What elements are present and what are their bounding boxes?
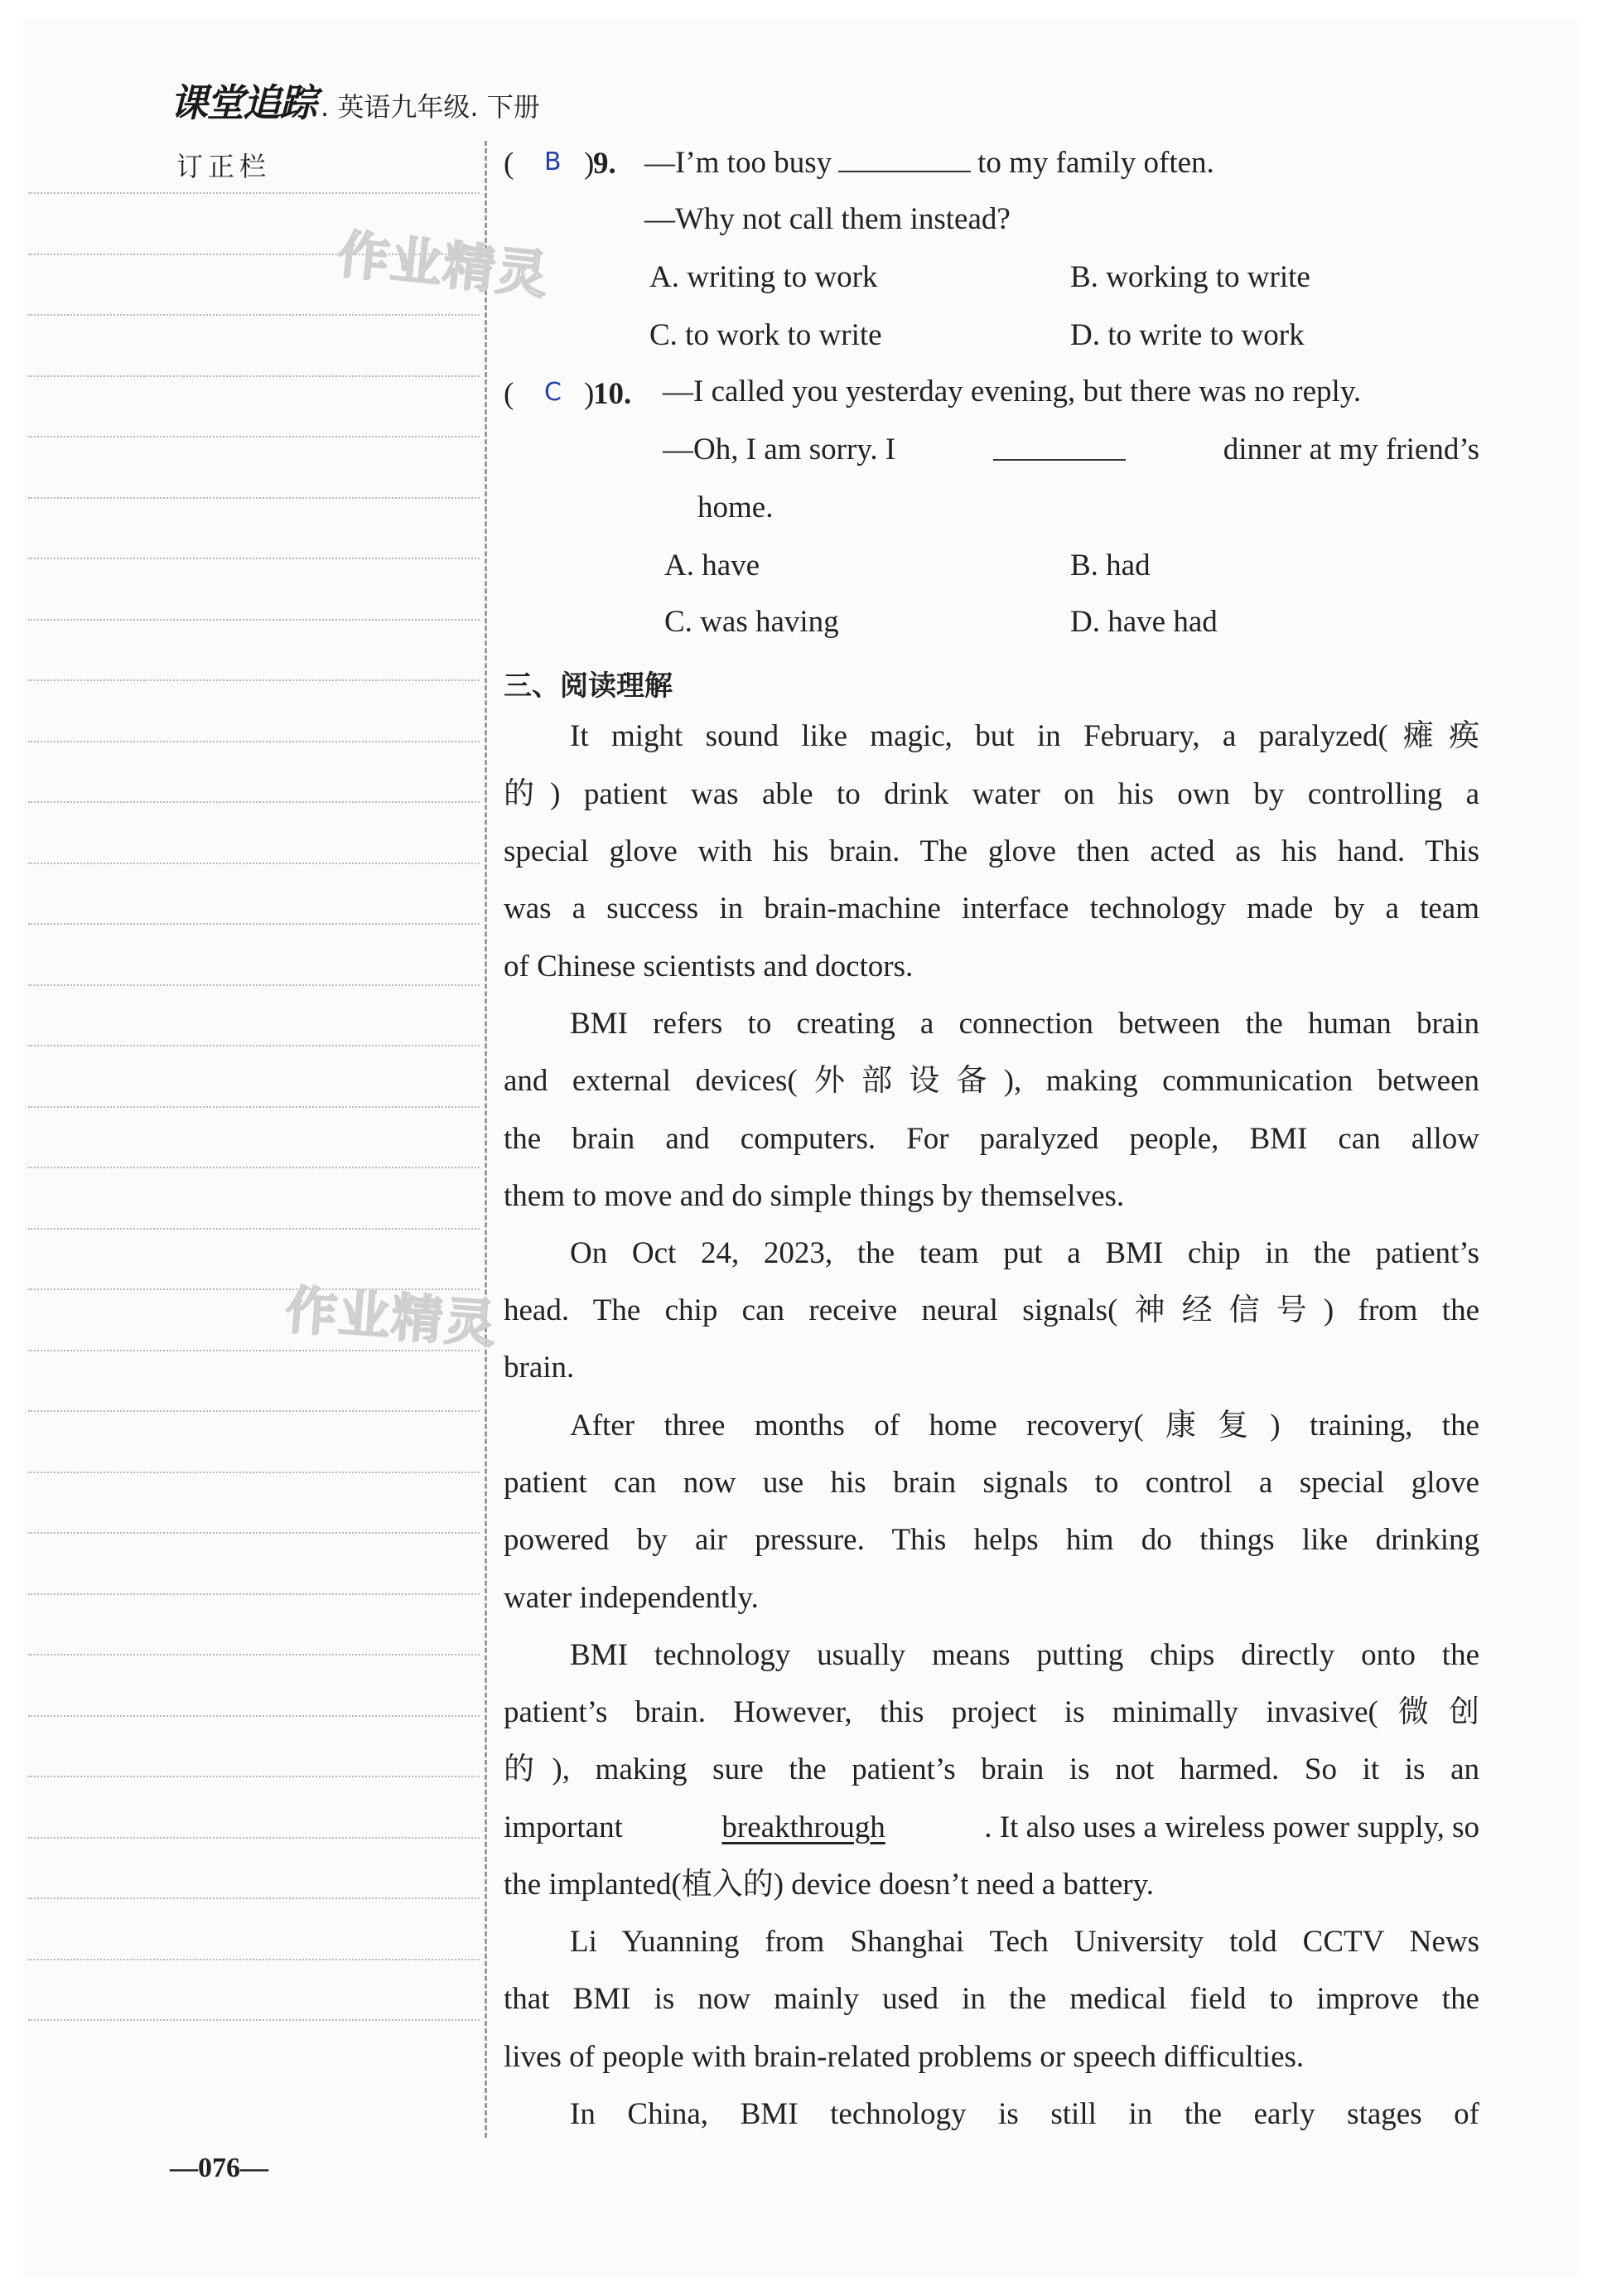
option-a: A. have xyxy=(664,549,760,582)
correction-line xyxy=(28,497,480,499)
passage-line: lives of people with brain-related problems or speech difficulties. xyxy=(504,2040,1305,2074)
passage-line: water independently. xyxy=(504,1581,759,1615)
book-header xyxy=(170,73,540,128)
correction-line xyxy=(28,801,480,803)
correction-line xyxy=(28,1472,480,1473)
underlined-word: breakthrough xyxy=(721,1810,885,1844)
question-line: —I called you yesterday evening, but there was no reply. xyxy=(663,375,1362,408)
correction-line xyxy=(28,619,480,621)
answer-bracket-close: ) xyxy=(584,377,595,411)
passage-line: that BMI is now mainly used in the medical field to improve the xyxy=(504,1982,1479,2016)
option-c: C. was having xyxy=(664,605,839,639)
correction-line xyxy=(28,1897,480,1899)
option-d: D. have had xyxy=(1070,605,1218,639)
book-logo: 课堂追踪 xyxy=(170,80,316,125)
correction-column-label: 订正栏 xyxy=(176,151,272,182)
question-line: —Why not call them instead? xyxy=(644,202,1011,236)
passage-line: powered by air pressure. This helps him do things like drinking xyxy=(504,1523,1479,1557)
passage-line: BMI refers to creating a connection between the human brain xyxy=(570,1007,1479,1041)
correction-line xyxy=(28,1593,480,1595)
correction-line xyxy=(28,863,480,864)
passage-line: After three months of home recovery(康复) training, the xyxy=(570,1409,1479,1443)
option-c: C. to work to write xyxy=(649,318,882,352)
section-title: 三、阅读理解 xyxy=(504,669,673,703)
passage-line: brain. xyxy=(504,1351,575,1385)
correction-line xyxy=(28,1959,480,1960)
passage-line: It might sound like magic, but in February, a paralyzed(瘫痪 xyxy=(570,719,1479,753)
passage-line: 的) patient was able to drink water on his own by controlling a xyxy=(504,777,1479,811)
question-line: —Oh, I am sorry. I dinner at my friend’s xyxy=(663,433,1479,466)
correction-line xyxy=(28,314,480,316)
passage-line: them to move and do simple things by themselves. xyxy=(504,1179,1125,1213)
correction-line xyxy=(28,1837,480,1839)
question-line: —I’m too busy to my family often. xyxy=(644,146,1214,180)
correction-line xyxy=(28,375,480,377)
passage-line: 的), making sure the patient’s brain is not harmed. So it is an xyxy=(504,1752,1479,1786)
passage-line: patient can now use his brain signals to control a special glove xyxy=(504,1466,1479,1500)
answer-bracket-close: ) xyxy=(584,147,595,181)
passage-line: BMI technology usually means putting chips directly onto the xyxy=(570,1638,1479,1672)
correction-line xyxy=(28,1654,480,1656)
correction-line xyxy=(28,1776,480,1777)
passage-line: On Oct 24, 2023, the team put a BMI chip in the patient’s xyxy=(570,1236,1479,1270)
correction-line xyxy=(28,679,480,681)
correction-line xyxy=(28,1715,480,1717)
correction-line xyxy=(28,1532,480,1534)
correction-line xyxy=(28,558,480,559)
answer-mark: B xyxy=(544,147,562,176)
watermark: 作业精灵 xyxy=(283,1279,499,1355)
passage-line: of Chinese scientists and doctors. xyxy=(504,950,914,984)
correction-line xyxy=(28,436,480,437)
correction-line xyxy=(28,1106,480,1108)
column-divider xyxy=(485,141,487,2138)
correction-line xyxy=(28,984,480,986)
option-b: B. working to write xyxy=(1070,260,1310,294)
correction-line xyxy=(28,192,480,194)
passage-line: and external devices(外部设备), making communication between xyxy=(504,1064,1479,1098)
answer-blank xyxy=(993,434,1126,461)
answer-bracket-open: ( xyxy=(504,147,514,181)
passage-line: the brain and computers. For paralyzed people, BMI can allow xyxy=(504,1122,1479,1156)
option-b: B. had xyxy=(1070,549,1151,582)
correction-line xyxy=(28,2019,480,2021)
correction-line xyxy=(28,1045,480,1046)
answer-blank xyxy=(838,146,971,172)
book-subtitle: . 英语九年级. 下册 xyxy=(321,91,540,123)
question-line: home. xyxy=(697,491,774,524)
passage-line: In China, BMI technology is still in the early stages of xyxy=(570,2097,1479,2131)
passage-line: the implanted(植入的) device doesn’t need a battery. xyxy=(504,1868,1154,1902)
passage-line: was a success in brain-machine interface technology made by a team xyxy=(504,892,1479,926)
passage-line: patient’s brain. However, this project is minimally invasive(微创 xyxy=(504,1695,1479,1729)
passage-line: Li Yuanning from Shanghai Tech University told CCTV News xyxy=(570,1925,1479,1959)
passage-line: important breakthrough . It also uses a wireless power supply, so xyxy=(504,1810,1479,1844)
answer-mark: C xyxy=(544,378,562,407)
correction-line xyxy=(28,1410,480,1412)
correction-line xyxy=(28,741,480,742)
page-number: —076— xyxy=(170,2153,268,2183)
passage-line: special glove with his brain. The glove then acted as his hand. This xyxy=(504,834,1479,868)
passage-line: head. The chip can receive neural signals(神经信号) from the xyxy=(504,1293,1479,1327)
correction-line xyxy=(28,1228,480,1230)
option-a: A. writing to work xyxy=(649,260,878,294)
correction-line xyxy=(28,923,480,925)
correction-line xyxy=(28,1167,480,1168)
option-d: D. to write to work xyxy=(1070,318,1305,352)
answer-bracket-open: ( xyxy=(504,377,514,411)
question-number: 9. xyxy=(593,147,616,181)
question-number: 10. xyxy=(593,377,632,411)
watermark: 作业精灵 xyxy=(335,223,552,307)
